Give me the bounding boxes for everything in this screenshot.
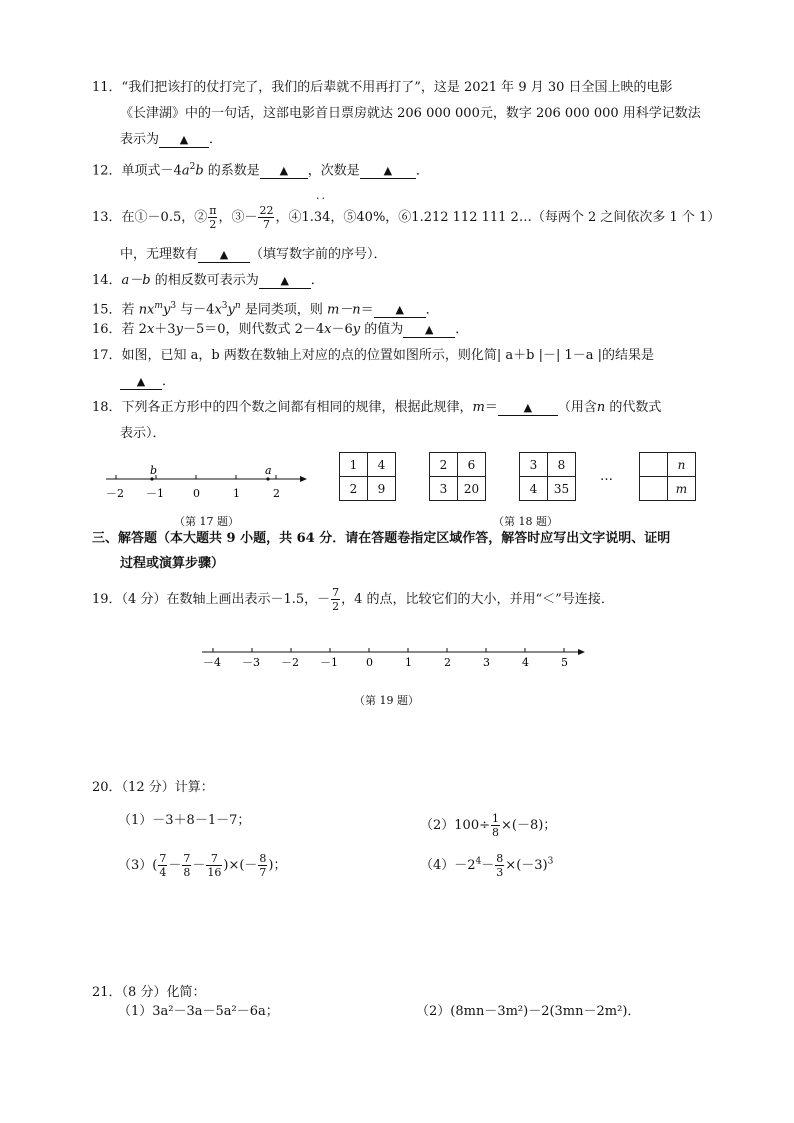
q11-line2: 《长津湖》中的一句话，这部电影首日票房就达 206 000 000元，数字 206 000 000 用科学记数法 — [120, 106, 701, 121]
q16-pre: 16．若 2 — [92, 322, 147, 337]
q20-p3d-den: 7 — [259, 866, 267, 879]
fig17-caption: （第 17 题） — [174, 515, 239, 528]
fig17-tick-label: 0 — [193, 487, 200, 500]
q14-expr: a－b — [121, 273, 151, 288]
q20-p4-num: 8 — [496, 852, 504, 865]
q12-blank-2: ▲ — [360, 164, 416, 179]
q12-mid: 的系数是 — [203, 163, 260, 179]
q20-part3 — [118, 852, 287, 879]
sq2-cell: 3 — [430, 477, 458, 501]
q16-r2: －6 — [331, 322, 353, 337]
q14-pre: 14． — [92, 273, 122, 288]
q13-l2: 中，无理数有 — [120, 247, 199, 262]
q20-p3-frac-d — [258, 852, 267, 879]
q20-p3b-den: 8 — [183, 866, 191, 879]
q19-frac-den: 2 — [332, 600, 340, 613]
q13-frac-den: 7 — [262, 218, 270, 231]
q18-n: n — [596, 400, 606, 415]
q20-p3b-num: 7 — [183, 852, 191, 865]
q15-pre: 15．若 — [92, 302, 139, 318]
section3-heading-line1: 三、解答题（本大题共 9 小题，共 64 分．请在答题卷指定区域作答，解答时应写出文字说明、证明 — [92, 531, 671, 546]
section3-heading-line2: 过程或演算步骤） — [120, 556, 225, 571]
fig18-caption: （第 18 题） — [493, 515, 558, 528]
fig18-square-1 — [339, 452, 396, 501]
fig17-tick-label: －1 — [146, 487, 164, 500]
q15-t1: nx — [138, 302, 155, 318]
q20-p3-frac-a — [158, 852, 167, 879]
q15-s2b: n — [234, 301, 241, 311]
q19-post: ，4 的点，比较它们的大小，并用“＜”号连接． — [341, 592, 614, 607]
q15-blank: ▲ — [374, 303, 426, 318]
q17-line1: 17．如图，已知 a，b 两数在数轴上对应的点的位置如图所示，则化简| a＋b |－| 1－a |的结果是 — [92, 348, 655, 363]
q20-p3-frac-b — [182, 852, 191, 879]
fig18-ellipsis: … — [600, 469, 613, 484]
q11-line1: 11．“我们把该打的仗打完了，我们的后辈就不用再打了”，这是 2021 年 9 月 30 日全国上映的电影 — [92, 80, 673, 95]
fig19-number-line — [196, 642, 588, 676]
q13-repeating-dots: ·· — [316, 192, 327, 205]
fig19-tick-label: 1 — [405, 656, 412, 669]
q20-p4post: ×(－3) — [505, 858, 548, 873]
fig17-point-b — [150, 477, 153, 480]
fig19-tick-label: －2 — [281, 656, 299, 669]
q20-p2-den: 8 — [491, 826, 499, 839]
q20-p2-num: 1 — [491, 812, 499, 825]
q20-part2 — [420, 812, 556, 839]
q15-end: ． — [425, 302, 439, 318]
q12-pre: 12．单项式－4 — [92, 163, 182, 179]
q20-p4pre: （4）－2 — [420, 858, 476, 873]
q20-p2-frac — [491, 812, 500, 839]
q12-sup: 2 — [189, 162, 196, 172]
q15-s1: m — [154, 301, 163, 311]
q21-title: 21．（8 分）化简： — [92, 985, 206, 1000]
q17-line2 — [120, 373, 175, 391]
q13-line2 — [120, 246, 387, 264]
fig19-ticks — [213, 648, 564, 652]
fig19-tick-label: －1 — [320, 656, 338, 669]
sq2-cell: 2 — [430, 453, 458, 477]
fig17-arrow — [300, 476, 307, 482]
q20-p3pre: （3）( — [118, 858, 158, 873]
fig17-ticks — [116, 475, 276, 479]
q15 — [92, 297, 439, 319]
fig17-label-a: a — [265, 464, 272, 477]
q20-p3d-num: 8 — [259, 852, 267, 865]
sq1-cell: 1 — [340, 453, 368, 477]
q20-p4-den: 3 — [496, 866, 504, 879]
q20-p3a-den: 4 — [159, 866, 167, 879]
sq-last-cell — [640, 453, 668, 477]
fig18-square-last — [639, 452, 696, 501]
q15-eq: ＝ — [360, 302, 374, 318]
fig19-tick-label: －3 — [242, 656, 260, 669]
fig18-square-2 — [429, 452, 486, 501]
q15-expr: m－n — [326, 302, 361, 318]
q15-mid: 是同类项，则 — [240, 302, 327, 318]
q18-blank: ▲ — [498, 401, 558, 416]
q12-mid2: ，次数是 — [307, 163, 360, 179]
q13-pi-num: π — [209, 204, 217, 217]
q16-y2: y — [352, 322, 361, 337]
q17-blank: ▲ — [120, 375, 162, 390]
q20-p4sup2: 3 — [547, 856, 554, 867]
q19-pre: 19．（4 分）在数轴上画出表示－1.5，－ — [92, 592, 331, 607]
fig19-tick-label: 0 — [366, 656, 373, 669]
q18-l1a: 18．下列各正方形中的四个数之间都有相同的规律，根据此规律， — [92, 400, 473, 415]
sq2-cell: 20 — [458, 477, 486, 501]
q13-frac-num: 22 — [259, 204, 274, 217]
fig17-tick-label: －2 — [106, 487, 124, 500]
q19-frac-num: 7 — [332, 586, 340, 599]
q19 — [92, 586, 614, 613]
sq1-cell: 9 — [368, 477, 396, 501]
q20-p3end: )； — [268, 858, 287, 873]
q18-eq: ＝ — [484, 400, 498, 415]
fig17-point-a — [266, 477, 269, 480]
sq1-cell: 4 — [368, 453, 396, 477]
q20-p3op1: － — [168, 858, 182, 873]
sq-last-cell-n: n — [668, 453, 696, 477]
q16-end: ． — [455, 322, 469, 337]
fig19-tick-label: 2 — [444, 656, 451, 669]
sq-last-cell — [640, 477, 668, 501]
q16-blank: ▲ — [403, 323, 455, 338]
q14-blank: ▲ — [259, 274, 311, 289]
sq3-cell: 4 — [520, 477, 548, 501]
q15-t2: x — [214, 302, 222, 318]
q13-pi-frac — [208, 204, 217, 231]
q17-end: ． — [162, 374, 176, 389]
q16-r: －5＝0，则代数式 2－4 — [182, 322, 325, 337]
q18-line2: 表示）． — [120, 426, 166, 441]
q20-p4op: － — [481, 858, 495, 873]
q20-p4-frac — [495, 852, 504, 879]
sq2-cell: 6 — [458, 453, 486, 477]
q16-r3: 的值为 — [360, 322, 404, 337]
fig17-tick-label: 2 — [273, 487, 280, 500]
q12-end: ． — [415, 163, 429, 179]
q15-s2: 3 — [221, 301, 228, 311]
q20-p2pre: （2）100÷ — [420, 818, 490, 833]
q18-line1 — [92, 399, 661, 417]
q12-var-a: a — [181, 163, 190, 179]
q20-part4 — [420, 852, 553, 879]
q16 — [92, 321, 468, 339]
q21-part2: （2）(8mn－3m²)－2(3mn－2m²)． — [416, 1004, 641, 1019]
q20-title: 20．（12 分）计算： — [92, 780, 214, 795]
q20-part1: （1）－3＋8－1－7； — [118, 813, 251, 828]
fig19-tick-label: －4 — [203, 656, 221, 669]
q12 — [92, 158, 429, 180]
q14-text: 的相反数可表示为 — [150, 273, 259, 288]
fig19-tick-label: 3 — [483, 656, 490, 669]
q13-frac — [258, 204, 274, 231]
q13-pre: 13．在①－0.5，② — [92, 210, 208, 225]
q13-mid1: ，③－ — [218, 210, 258, 225]
q12-var-b: b — [195, 163, 204, 179]
q11-line3 — [120, 131, 222, 149]
q18-m: m — [472, 400, 485, 415]
q20-p3c-den: 16 — [207, 866, 222, 879]
q13-pi-den: 2 — [209, 218, 217, 231]
q16-p: ＋3 — [154, 322, 176, 337]
fig19-tick-label: 5 — [561, 656, 568, 669]
fig17-label-b: b — [150, 464, 158, 477]
q20-p3c-num: 7 — [206, 852, 222, 866]
sq-last-cell-m: m — [668, 477, 696, 501]
q11-text: 表示为 — [120, 132, 160, 147]
q11-answer-blank: ▲ — [159, 133, 209, 148]
q15-t1c: 与－4 — [176, 302, 215, 318]
q13-rest: ，④1.34，⑤40%，⑥1.212 112 111 2…（每两个 2 之间依次多 1 个 1） — [275, 210, 721, 225]
q14 — [92, 272, 324, 290]
fig17-number-line — [100, 462, 310, 506]
q20-p2post: ×(－8)； — [500, 818, 557, 833]
q12-blank-1: ▲ — [260, 164, 308, 179]
q14-end: ． — [310, 273, 324, 288]
fig19-caption: （第 19 题） — [354, 694, 419, 707]
fig19-arrow — [578, 649, 585, 655]
q18-after2: 的代数式 — [605, 400, 662, 415]
q13-blank: ▲ — [198, 248, 250, 263]
q16-x: x — [146, 322, 155, 337]
q16-x2: x — [324, 322, 332, 337]
q20-p3op2: － — [192, 858, 206, 873]
q16-y: y — [175, 322, 183, 337]
q20-p3-frac-c — [206, 852, 222, 879]
q11-end: ． — [209, 132, 223, 147]
fig17-tick-label: 1 — [233, 487, 240, 500]
q15-t1b: y — [162, 302, 171, 318]
q15-t2b: y — [227, 302, 235, 318]
q15-s1b: 3 — [170, 301, 177, 311]
q21-part1: （1）3a²－3a－5a²－6a； — [118, 1004, 279, 1019]
fig19-tick-label: 4 — [522, 656, 529, 669]
sq3-cell: 35 — [548, 477, 576, 501]
fig18-square-3 — [519, 452, 576, 501]
q20-p3a-num: 7 — [159, 852, 167, 865]
sq3-cell: 8 — [548, 453, 576, 477]
sq3-cell: 3 — [520, 453, 548, 477]
q13-line1 — [92, 204, 720, 231]
q19-frac — [331, 586, 340, 613]
q18-after: （用含 — [557, 400, 597, 415]
q20-p4sup: 4 — [475, 856, 482, 867]
q20-p3mid: )×(－ — [223, 858, 258, 873]
q13-l2end: （填写数字前的序号）． — [250, 247, 387, 262]
sq1-cell: 2 — [340, 477, 368, 501]
